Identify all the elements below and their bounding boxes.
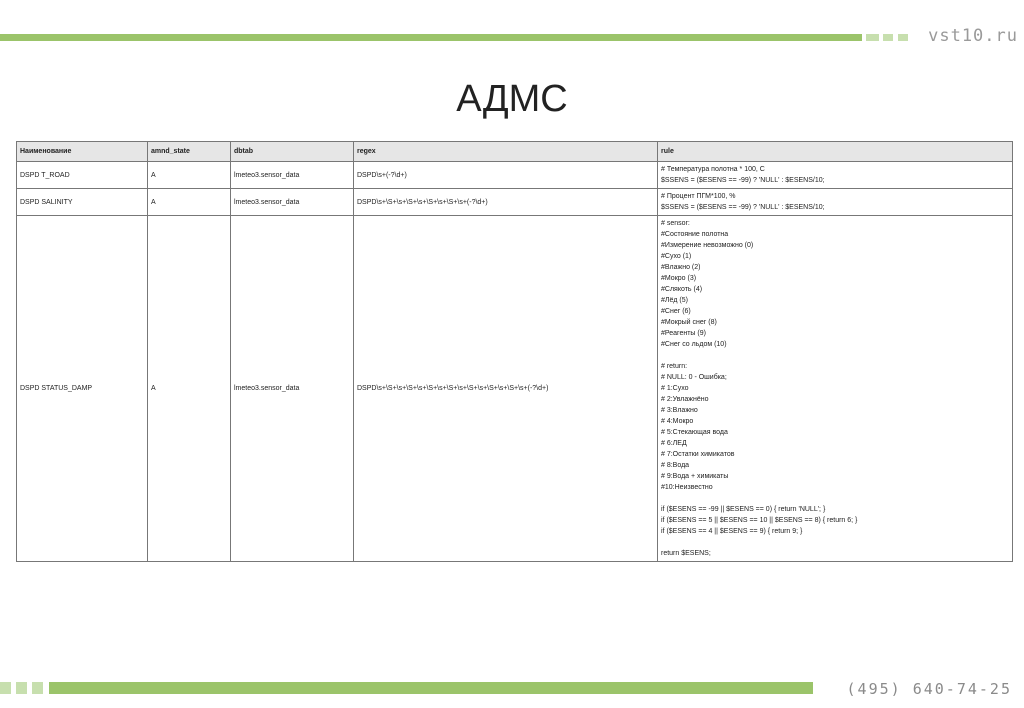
- table-row: [17, 189, 1013, 216]
- cell-amnd-state: A: [148, 189, 231, 216]
- rule-line: #Сухо (1): [661, 253, 692, 260]
- rule-line: #Снег (6): [661, 308, 691, 315]
- column-header-dbtab: dbtab: [231, 142, 354, 162]
- cell-dbtab: lmeteo3.sensor_data: [231, 162, 354, 189]
- rule-line: # sensor:: [661, 220, 690, 227]
- rule-line: # return:: [661, 363, 688, 370]
- footer-phone: (495) 640-74-25: [846, 680, 1012, 698]
- column-header-regex: regex: [354, 142, 658, 162]
- cell-amnd-state: A: [148, 162, 231, 189]
- cell-dbtab: lmeteo3.sensor_data: [231, 216, 354, 562]
- rule-line: if ($ESENS == -99 || $ESENS == 0) { return 'NULL'; }: [661, 506, 826, 513]
- table-row: [17, 162, 1013, 189]
- rule-line: #Мокро (3): [661, 275, 697, 282]
- rule-line: # Температура полотна * 100, C: [661, 166, 765, 173]
- cell-dbtab: lmeteo3.sensor_data: [231, 189, 354, 216]
- cell-name: DSPD STATUS_DAMP: [17, 216, 148, 562]
- bottom-accent-square: [16, 682, 27, 694]
- bottom-accent-bar: [49, 682, 813, 694]
- top-accent-square: [898, 34, 908, 41]
- rule-line: # 3:Влажно: [661, 407, 698, 414]
- rule-line: #Влажно (2): [661, 264, 701, 271]
- rule-line: #10:Неизвестно: [661, 484, 713, 491]
- slide-title: АДМС: [456, 78, 568, 120]
- cell-amnd-state: A: [148, 216, 231, 562]
- adms-table: [16, 141, 1013, 562]
- rule-line: # 9:Вода + химикаты: [661, 473, 729, 480]
- cell-rule: [658, 189, 1013, 216]
- cell-regex: DSPD\s+(-?\d+): [354, 162, 658, 189]
- rule-line: # 4:Мокро: [661, 418, 694, 425]
- rule-line: if ($ESENS == 5 || $ESENS == 10 || $ESENS == 8) { return 6; }: [661, 517, 858, 524]
- table-header-row: [17, 142, 1013, 162]
- top-accent-square: [866, 34, 879, 41]
- rule-line: # 6:ЛЕД: [661, 440, 687, 447]
- brand-label: vst10.ru: [928, 26, 1018, 46]
- rule-line: # NULL: 0 - Ошибка;: [661, 374, 727, 381]
- cell-name: DSPD SALINITY: [17, 189, 148, 216]
- cell-rule: [658, 162, 1013, 189]
- rule-line: [661, 537, 1009, 548]
- top-accent-bar: [0, 34, 862, 41]
- column-header-name: Наименование: [17, 142, 148, 162]
- rule-line: #Измерение невозможно (0): [661, 242, 754, 249]
- rule-line: # 1:Сухо: [661, 385, 689, 392]
- rule-line: # 5:Стекающая вода: [661, 429, 728, 436]
- rule-line: return $ESENS;: [661, 550, 711, 557]
- rule-line: $SSENS = ($ESENS == -99) ? 'NULL' : $ESENS/10;: [661, 177, 825, 184]
- rule-line: # 7:Остатки химикатов: [661, 451, 735, 458]
- top-accent-square: [883, 34, 893, 41]
- rule-line: #Снег со льдом (10): [661, 341, 727, 348]
- table-row: [17, 216, 1013, 562]
- rule-line: #Реагенты (9): [661, 330, 706, 337]
- rule-line: [661, 493, 1009, 504]
- rule-line: if ($ESENS == 4 || $ESENS == 9) { return 9; }: [661, 528, 803, 535]
- rule-line: # 8:Вода: [661, 462, 690, 469]
- rule-line: # Процент ПГМ*100, %: [661, 193, 736, 200]
- rule-line: #Состояние полотна: [661, 231, 729, 238]
- column-header-amnd-state: amnd_state: [148, 142, 231, 162]
- cell-rule: [658, 216, 1013, 562]
- cell-regex: DSPD\s+\S+\s+\S+\s+\S+\s+\S+\s+(-?\d+): [354, 189, 658, 216]
- bottom-accent-square: [32, 682, 43, 694]
- cell-regex: DSPD\s+\S+\s+\S+\s+\S+\s+\S+\s+\S+\s+\S+\s+\S+\s+(-?\d+): [354, 216, 658, 562]
- rule-line: $SSENS = ($ESENS == -99) ? 'NULL' : $ESENS/10;: [661, 204, 825, 211]
- cell-name: DSPD T_ROAD: [17, 162, 148, 189]
- rule-line: #Слякоть (4): [661, 286, 703, 293]
- rule-line: [661, 350, 1009, 361]
- rule-line: # 2:Увлажнёнo: [661, 396, 709, 403]
- rule-line: #Лёд (5): [661, 297, 688, 304]
- bottom-accent-square: [0, 682, 11, 694]
- column-header-rule: rule: [658, 142, 1013, 162]
- rule-line: #Мокрый снег (8): [661, 319, 717, 326]
